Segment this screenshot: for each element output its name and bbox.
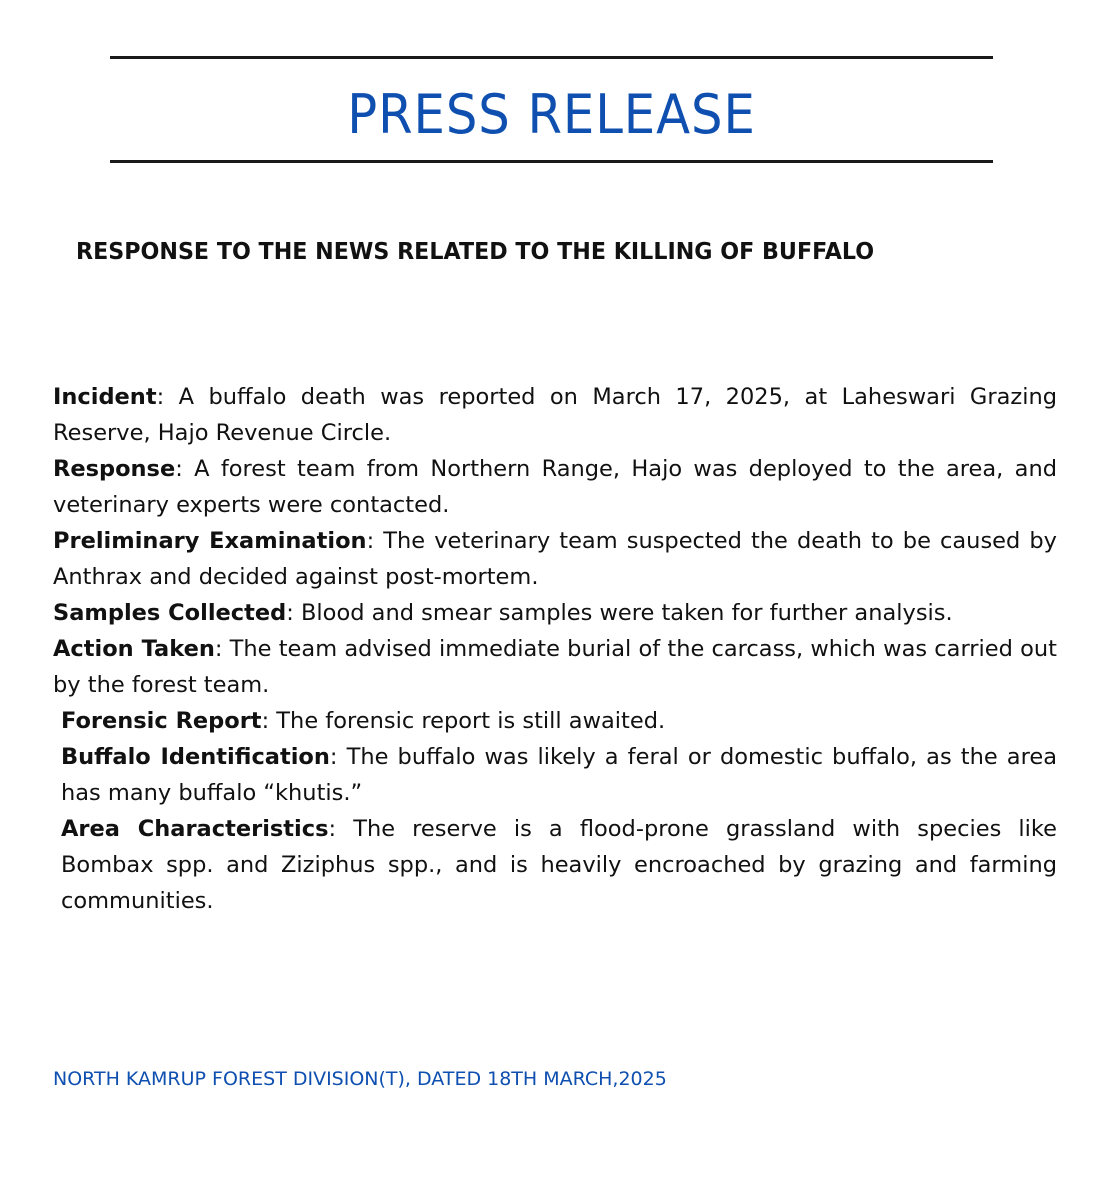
paragraph-samples-collected [53, 595, 1057, 631]
bottom-divider [110, 160, 993, 163]
paragraph-forensic-report [53, 703, 1057, 739]
paragraph-action-taken [53, 631, 1057, 703]
label-buffalo-identification: Buffalo Identification [61, 744, 330, 770]
footer-division-date: NORTH KAMRUP FOREST DIVISION(T), DATED 18TH MARCH,2025 [53, 1068, 667, 1090]
text-incident: : A buffalo death was reported on March 17, 2025, at Laheswari Grazing Reserve, Hajo Revenue Circle. [53, 384, 1057, 446]
subtitle: RESPONSE TO THE NEWS RELATED TO THE KILLING OF BUFFALO [76, 239, 875, 265]
paragraph-response [53, 451, 1057, 523]
paragraph-area-characteristics [53, 811, 1057, 919]
paragraph-buffalo-identification [53, 739, 1057, 811]
text-preliminary-examination: : The veterinary team suspected the death to be caused by Anthrax and decided against post-mortem. [53, 528, 1057, 590]
label-action-taken: Action Taken [53, 636, 215, 662]
paragraph-incident [53, 379, 1057, 451]
label-forensic-report: Forensic Report [61, 708, 262, 734]
text-buffalo-identification: : The buffalo was likely a feral or domestic buffalo, as the area has many buffalo “khutis.” [61, 744, 1057, 806]
text-response: : A forest team from Northern Range, Hajo was deployed to the area, and veterinary experts were contacted. [53, 456, 1057, 518]
text-forensic-report: : The forensic report is still awaited. [261, 708, 666, 734]
label-area-characteristics: Area Characteristics [61, 816, 329, 842]
release-body [53, 379, 1057, 919]
top-divider [110, 56, 993, 59]
text-action-taken: : The team advised immediate burial of the carcass, which was carried out by the forest team. [53, 636, 1058, 698]
paragraph-preliminary-examination [53, 523, 1057, 595]
text-samples-collected: : Blood and smear samples were taken for further analysis. [286, 600, 953, 626]
label-preliminary-examination: Preliminary Examination [53, 528, 367, 554]
label-samples-collected: Samples Collected [53, 600, 287, 626]
page-title: PRESS RELEASE [347, 83, 756, 146]
label-response: Response [53, 456, 176, 482]
text-area-characteristics: : The reserve is a flood-prone grassland with species like Bombax spp. and Ziziphus spp., and is heavily encroached by grazing and farming communities. [61, 816, 1057, 914]
label-incident: Incident [53, 384, 157, 410]
